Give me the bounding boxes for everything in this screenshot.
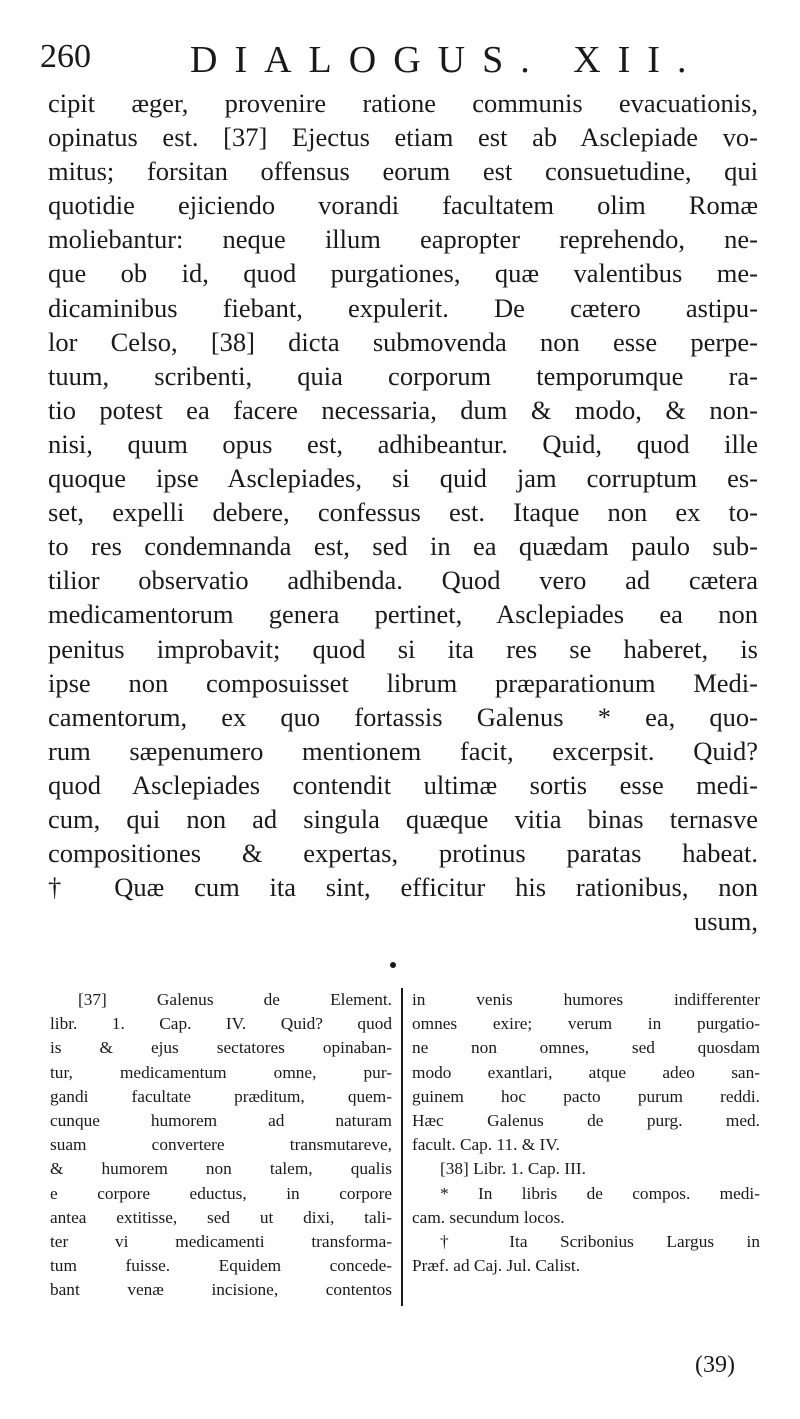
text-line: set, expelli debere, confessus est. Itaque non ex to- — [48, 497, 758, 528]
footnote-line: [37] Galenus de Element. — [78, 990, 392, 1009]
text-line: quotidie ejiciendo vorandi facultatem olim Romæ — [48, 190, 758, 221]
text-line: quod Asclepiades contendit ultimæ sortis esse medi- — [48, 769, 758, 800]
text-line: usum, — [693, 906, 758, 937]
footnote-line: in venis humores indifferenter — [412, 990, 760, 1009]
footnotes-left-column — [50, 988, 392, 1302]
footnote-line: e corpore eductus, in corpore — [50, 1183, 392, 1203]
page-header — [40, 38, 760, 88]
text-line: opinatus est. [37] Ejectus etiam est ab Asclepiade vo- — [48, 122, 758, 153]
footnotes — [50, 988, 760, 1348]
column-divider — [401, 988, 403, 1306]
footnote-line: guinem hoc pacto purum reddi. — [412, 1086, 760, 1106]
text-line: compositiones & expertas, protinus paratas habeat. — [48, 838, 758, 869]
page-number: 260 — [40, 38, 91, 75]
text-line: que ob id, quod purgationes, quæ valentibus me- — [48, 258, 758, 289]
text-line: rum sæpenumero mentionem facit, excerpsit. Quid? — [48, 735, 758, 766]
text-line: cipit æger, provenire ratione communis evacuationis, — [48, 88, 758, 118]
ornament-dot — [390, 962, 396, 968]
footnote-line: libr. 1. Cap. IV. Quid? quod — [50, 1014, 392, 1034]
footnote-line: & humorem non talem, qualis — [50, 1159, 392, 1179]
footnote-line: is & ejus sectatores opinaban- — [50, 1038, 392, 1058]
footnote-line: modo exantlari, atque adeo san- — [412, 1062, 760, 1082]
text-line: nisi, quum opus est, adhibeantur. Quid, quod ille — [48, 428, 758, 459]
footnote-line: gandi facultate præditum, quem- — [50, 1086, 392, 1106]
text-line: cum, qui non ad singula quæque vitia binas ternasve — [48, 803, 758, 834]
footnote-line: cam. secundum locos. — [412, 1207, 565, 1227]
text-line: lor Celso, [38] dicta submovenda non esse perpe- — [48, 326, 758, 357]
footnote-line: bant venæ incisione, contentos — [50, 1280, 392, 1300]
text-line: penitus improbavit; quod si ita res se haberet, is — [48, 633, 758, 664]
running-title: DIALOGUS. XII. — [190, 39, 704, 81]
footnote-line: ter vi medicamenti transforma- — [50, 1231, 392, 1251]
footnote-line: tur, medicamentum omne, pur- — [50, 1062, 392, 1082]
text-line: tuum, scribenti, quia corporum temporumque ra- — [48, 360, 758, 391]
text-line: † Quæ cum ita sint, efficitur his rationibus, non — [48, 872, 758, 903]
footnote-line: antea extitisse, sed ut dixi, tali- — [50, 1207, 392, 1227]
footnote-line: cunque humorem ad naturam — [50, 1110, 392, 1130]
footnote-line: tum fuisse. Equidem concede- — [50, 1256, 392, 1276]
text-line: ipse non composuisset librum præparationum Medi- — [48, 667, 758, 698]
footnote-line: omnes exire; verum in purgatio- — [412, 1014, 760, 1034]
text-line: moliebantur: neque illum eapropter reprehendo, ne- — [48, 224, 758, 255]
footnote-line: Præf. ad Caj. Jul. Calist. — [412, 1256, 581, 1276]
footnote-line: ne non omnes, sed quosdam — [412, 1038, 760, 1058]
footnote-line: suam convertere transmutareve, — [50, 1135, 392, 1155]
footnote-line: [38] Libr. 1. Cap. III. — [440, 1159, 586, 1179]
text-line: mitus; forsitan offensus eorum est consuetudine, qui — [48, 156, 758, 187]
footnote-line: † Ita Scribonius Largus in — [440, 1231, 760, 1251]
text-line: tilior observatio adhibenda. Quod vero ad cætera — [48, 565, 758, 596]
footnote-line: * In libris de compos. medi- — [440, 1183, 760, 1203]
text-line: to res condemnanda est, sed in ea quædam paulo sub- — [48, 531, 758, 562]
text-line: dicaminibus fiebant, expulerit. De cætero astipu- — [48, 292, 758, 323]
main-text — [48, 86, 758, 938]
footnote-line: facult. Cap. 11. & IV. — [412, 1135, 560, 1155]
text-line: camentorum, ex quo fortassis Galenus * ea, quo- — [48, 701, 758, 732]
footnote-line: Hæc Galenus de purg. med. — [412, 1110, 760, 1130]
signature-mark: (39) — [695, 1352, 735, 1378]
text-line: medicamentorum genera pertinet, Asclepiades ea non — [48, 599, 758, 630]
text-line: quoque ipse Asclepiades, si quid jam corruptum es- — [48, 463, 758, 494]
footnotes-right-column — [412, 988, 760, 1278]
text-line: tio potest ea facere necessaria, dum & modo, & non- — [48, 394, 758, 425]
